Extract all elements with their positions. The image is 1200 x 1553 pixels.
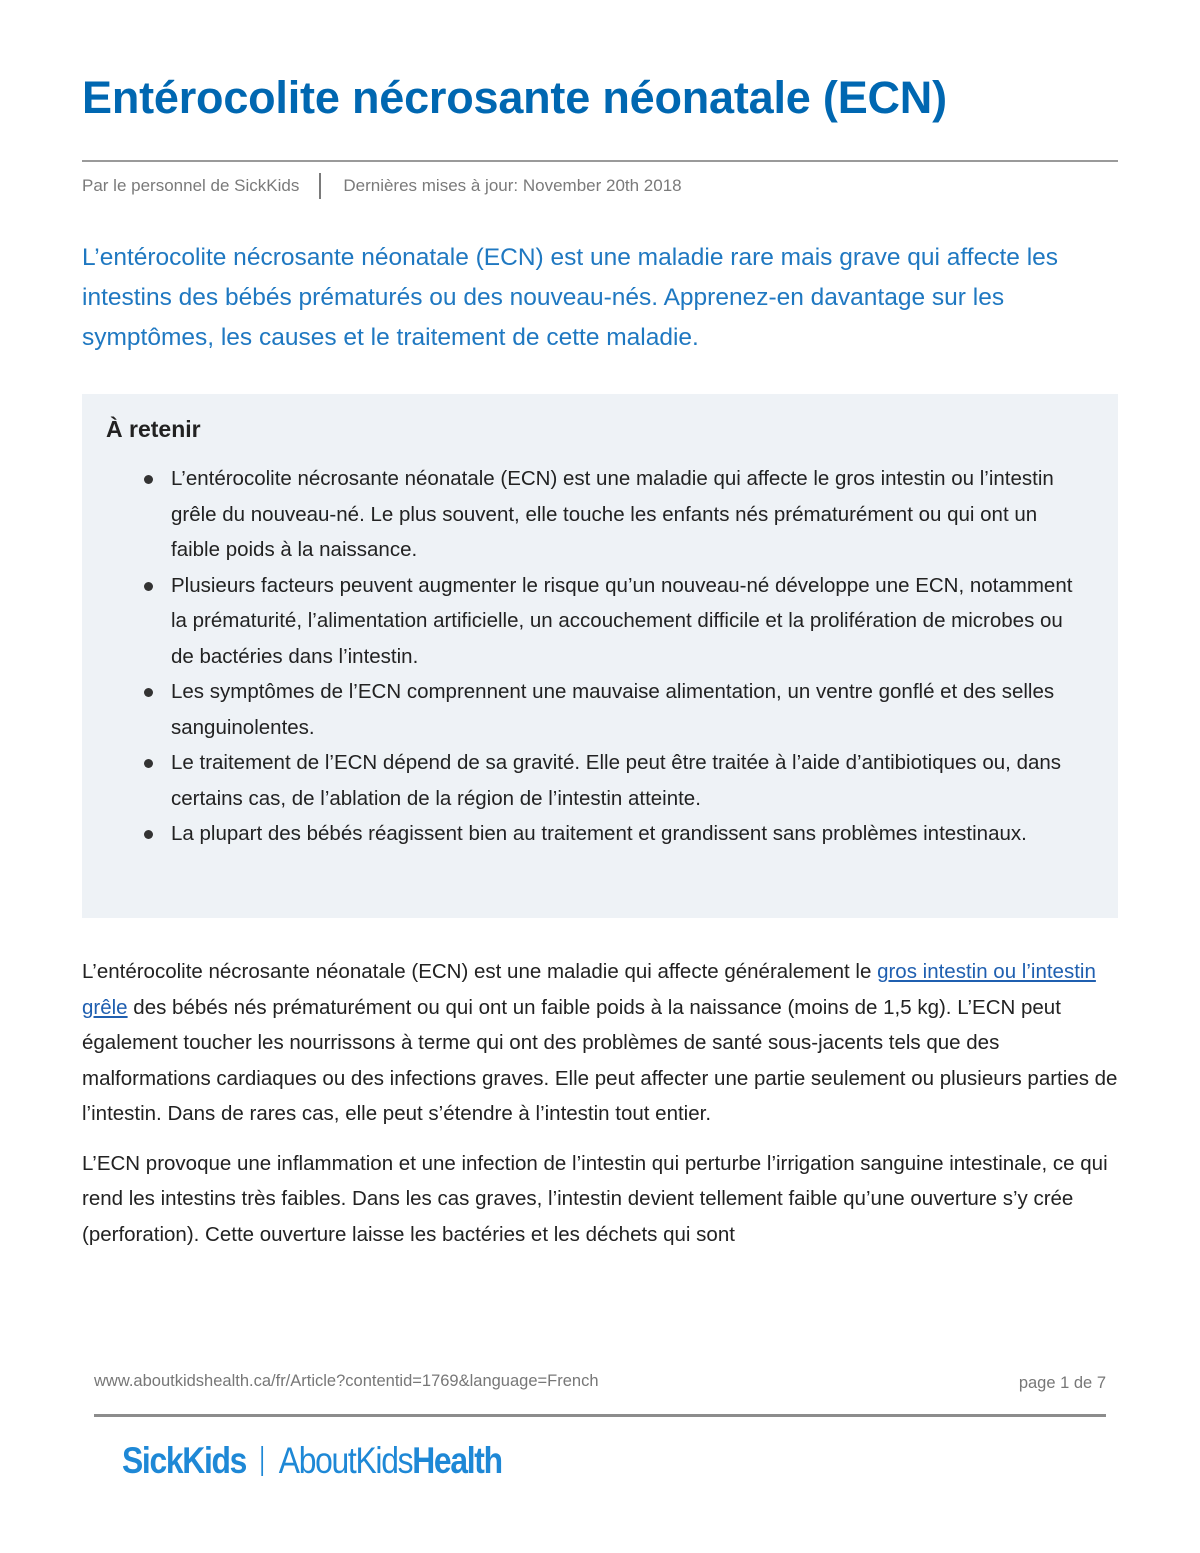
logo-health: Health (412, 1440, 502, 1481)
key-point-item (171, 461, 1088, 568)
page-title: Entérocolite nécrosante néonatale (ECN) (82, 72, 947, 123)
page-number: page 1 de 7 (1018, 1374, 1106, 1392)
body-paragraph-1 (82, 954, 1118, 1132)
byline-updated: Dernières mises à jour: November 20th 2018 (343, 176, 682, 195)
key-point-item (171, 816, 1088, 852)
byline-separator (319, 173, 321, 199)
body-paragraph-2: L’ECN provoque une inflammation et une infection de l’intestin qui perturbe l’irrigation sanguine intestinale, ce qui rend les intestins très faibles. Dans les cas graves, l’intestin devient tellement faible qu’une ouverture s’y crée (perforation). Cette ouverture laisse les bactéries et les déchets qui sont (82, 1151, 1108, 1246)
bullet-icon (144, 475, 153, 484)
logo-sickkids: SickKids (122, 1440, 247, 1481)
bullet-icon (144, 830, 153, 839)
key-point-text: La plupart des bébés réagissent bien au traitement et grandissent sans problèmes intestinaux. (171, 822, 1027, 845)
key-point-item (171, 745, 1088, 816)
key-point-item (171, 568, 1088, 675)
key-point-item (171, 674, 1088, 745)
title-divider (82, 160, 1118, 162)
byline (82, 173, 682, 199)
bullet-icon (144, 688, 153, 697)
intro-paragraph: L’entérocolite nécrosante néonatale (ECN) est une maladie rare mais grave qui affecte les intestins des bébés prématurés ou des nouveau-nés. Apprenez-en davantage sur les symptômes, les causes et le traitement de cette maladie. (82, 244, 1059, 351)
sickkids-aboutkidshealth-logo (122, 1440, 502, 1482)
footer-divider (94, 1414, 1106, 1417)
key-point-text: Le traitement de l’ECN dépend de sa gravité. Elle peut être traitée à l’aide d’antibiotiques ou, dans certains cas, de l’ablation de la région de l’intestin atteinte. (171, 751, 1062, 810)
bullet-icon (144, 759, 153, 768)
key-point-text: Plusieurs facteurs peuvent augmenter le risque qu’un nouveau-né développe une ECN, notamment la prématurité, l’alimentation artificielle, un accouchement difficile et la prolifération de microbes ou de bactéries dans l’intestin. (171, 573, 1073, 668)
paragraph-text: L’entérocolite nécrosante néonatale (ECN) est une maladie qui affecte généralement le (82, 960, 878, 983)
logo-separator (262, 1446, 264, 1476)
key-point-text: L’entérocolite nécrosante néonatale (ECN) est une maladie qui affecte le gros intestin ou l’intestin grêle du nouveau-né. Le plus souvent, elle touche les enfants nés prématurément ou qui ont un faible poids à la naissance. (171, 467, 1054, 561)
byline-author: Par le personnel de SickKids (82, 176, 300, 195)
logo-aboutkids: AboutKids (278, 1440, 413, 1481)
key-points-list (106, 461, 1088, 852)
bullet-icon (144, 582, 153, 591)
article-body (82, 954, 1118, 1266)
footer-url: www.aboutkidshealth.ca/fr/Article?contentid=1769&language=French (94, 1372, 599, 1390)
intestine-link[interactable]: gros intestin ou l’intestin grêle (82, 960, 1096, 1019)
paragraph-text: des bébés nés prématurément ou qui ont un faible poids à la naissance (moins de 1,5 kg). L’ECN peut également toucher les nourrissons à terme qui ont des problèmes de santé sous-jacents tels que des malformations cardiaques ou des infections graves. Elle peut affecter une partie seulement ou plusieurs parties de l’intestin. Dans de rares cas, elle peut s’étendre à l’intestin tout entier. (82, 995, 1118, 1125)
key-points-box (82, 394, 1118, 918)
key-point-text: Les symptômes de l’ECN comprennent une mauvaise alimentation, un ventre gonflé et des selles sanguinolentes. (171, 680, 1055, 739)
key-points-heading: À retenir (106, 416, 201, 442)
